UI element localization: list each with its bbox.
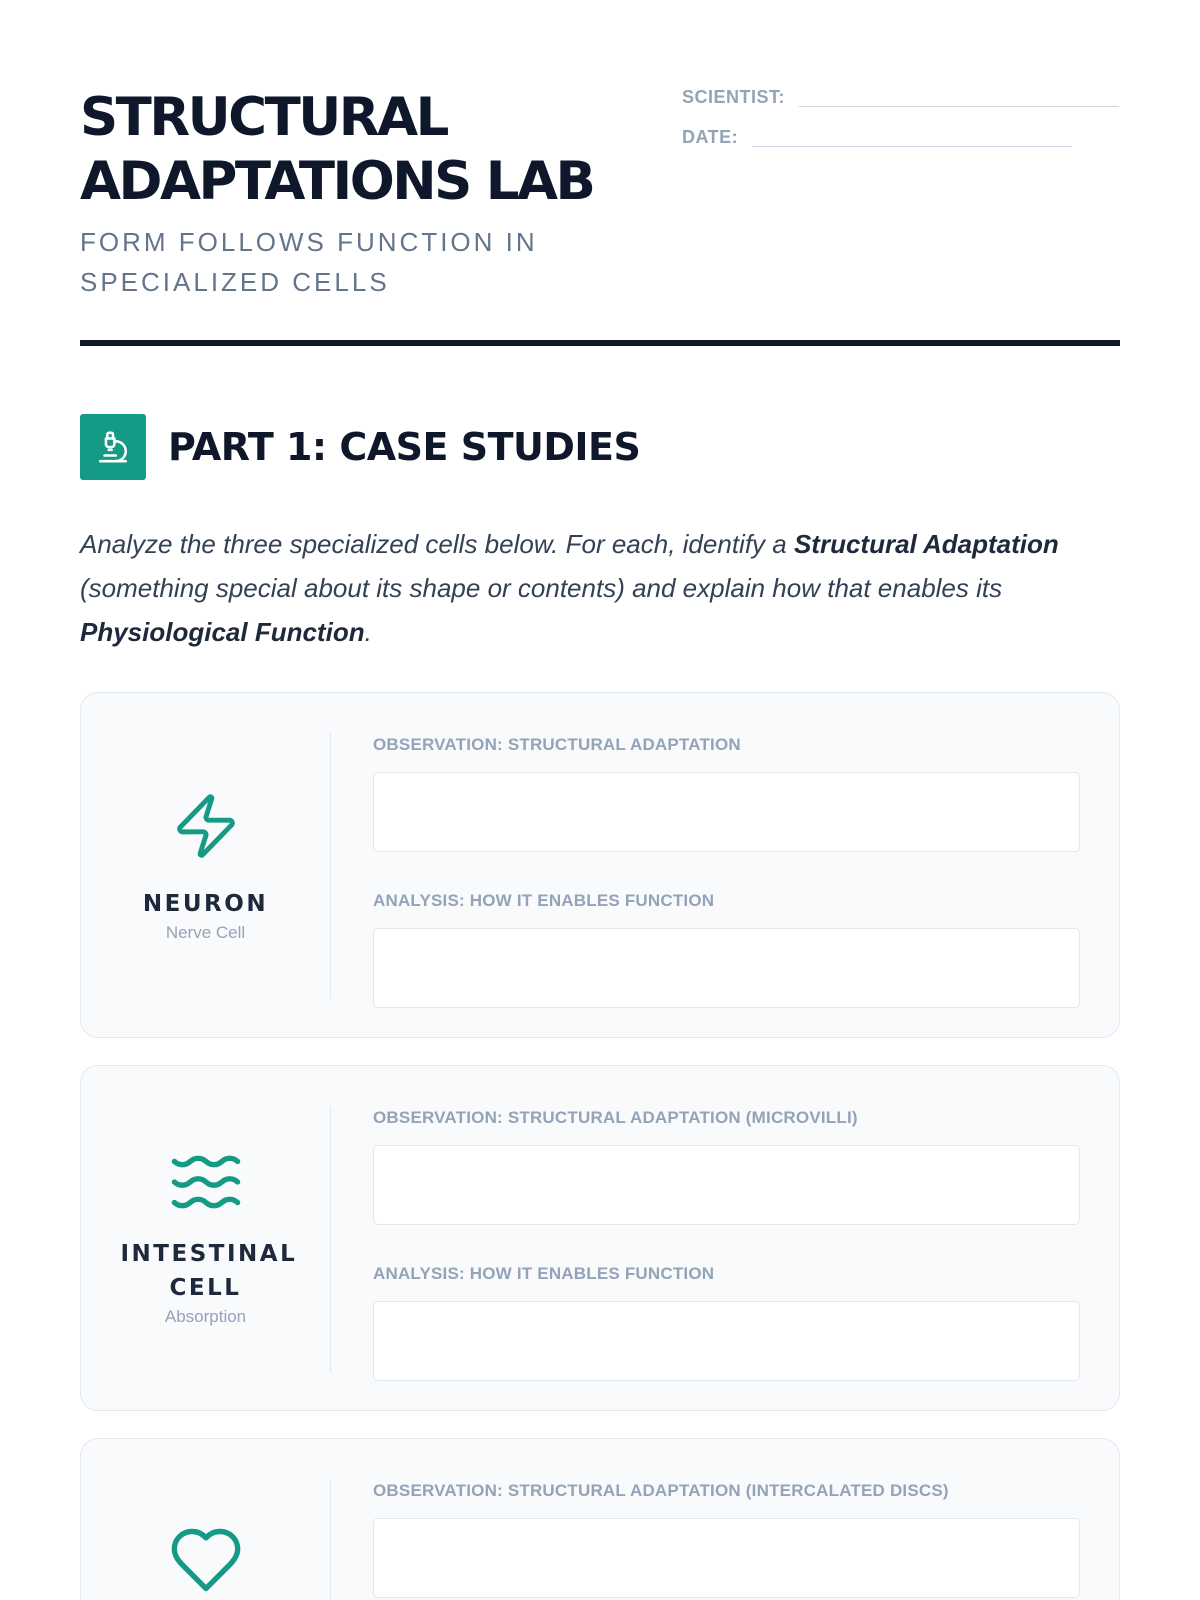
- observation-input[interactable]: [373, 772, 1080, 852]
- page-title: [80, 86, 680, 214]
- lightning-icon: [171, 790, 241, 867]
- worksheet-header: [80, 86, 1120, 348]
- observation-input[interactable]: [373, 1518, 1080, 1598]
- title-line-2: ADAPTATIONS LAB: [80, 151, 594, 212]
- observation-label: OBSERVATION: STRUCTURAL ADAPTATION (MICROVILLI): [373, 1108, 858, 1127]
- observation-input[interactable]: [373, 1145, 1080, 1225]
- observation-label: OBSERVATION: STRUCTURAL ADAPTATION: [373, 735, 741, 754]
- scientist-label: SCIENTIST:: [682, 87, 786, 107]
- analysis-input[interactable]: [373, 1301, 1080, 1381]
- analysis-input[interactable]: [373, 928, 1080, 1008]
- date-row: [682, 126, 1120, 148]
- student-info: [682, 86, 1120, 166]
- intro-emphasis-structural: Structural Adaptation: [793, 529, 1059, 559]
- scientist-row: [682, 86, 1120, 108]
- heart-icon: [168, 1525, 244, 1600]
- cell-identity: [81, 733, 331, 999]
- intro-text: .: [364, 617, 372, 647]
- title-line-1: STRUCTURAL: [80, 87, 447, 148]
- response-fields: [373, 1479, 1080, 1600]
- analysis-label: ANALYSIS: HOW IT ENABLES FUNCTION: [373, 891, 715, 910]
- cell-name: NEURON: [142, 890, 269, 917]
- intro-text: Analyze the three specialized cells below. For each, identify a: [80, 529, 794, 559]
- case-card-intestinal-cell: [80, 1065, 1120, 1411]
- waves-icon: [168, 1152, 244, 1217]
- cell-subtitle: Absorption: [164, 1306, 247, 1326]
- instructions: [80, 522, 1080, 654]
- analysis-label: ANALYSIS: HOW IT ENABLES FUNCTION: [373, 1264, 715, 1283]
- case-card-neuron: [80, 692, 1120, 1038]
- cell-subtitle: Nerve Cell: [165, 922, 246, 942]
- date-field[interactable]: [752, 146, 1072, 147]
- case-card-heart-cell: [80, 1438, 1120, 1600]
- cell-name: INTESTINAL CELL: [120, 1240, 298, 1301]
- cell-identity: [81, 1106, 331, 1372]
- response-fields: [373, 1106, 1080, 1418]
- section-title: PART 1: CASE STUDIES: [168, 425, 641, 469]
- page-subtitle: FORM FOLLOWS FUNCTION IN SPECIALIZED CELLS: [80, 227, 538, 297]
- section-heading: [80, 414, 640, 480]
- header-divider: [80, 340, 1120, 346]
- cell-identity: [81, 1479, 331, 1600]
- microscope-icon: [80, 414, 146, 480]
- observation-label: OBSERVATION: STRUCTURAL ADAPTATION (INTERCALATED DISCS): [373, 1481, 949, 1500]
- intro-emphasis-function: Physiological Function: [80, 617, 365, 647]
- intro-text: (something special about its shape or contents) and explain how that enables its: [80, 573, 1003, 603]
- date-label: DATE:: [682, 127, 739, 147]
- scientist-field[interactable]: [799, 106, 1119, 107]
- response-fields: [373, 733, 1080, 1045]
